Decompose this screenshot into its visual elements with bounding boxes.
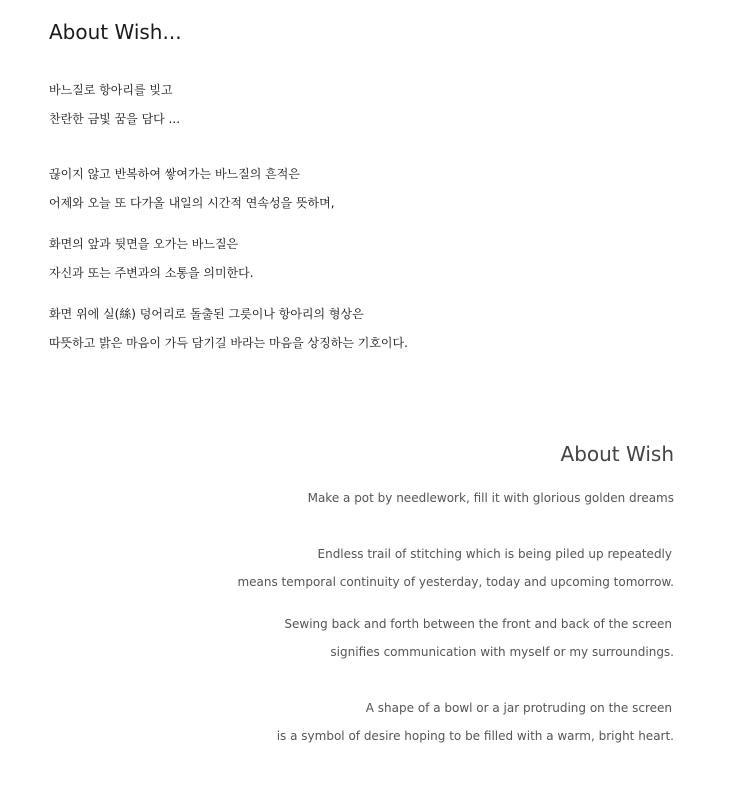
korean-line: 바느질로 항아리를 빚고 xyxy=(49,83,173,97)
english-line: is a symbol of desire hoping to be filled with a warm, bright heart. xyxy=(276,729,674,743)
korean-line: 따뜻하고 밝은 마음이 가득 담기길 바라는 마음을 상징하는 기호이다. xyxy=(49,336,408,350)
english-line: A shape of a bowl or a jar protruding on the screen xyxy=(365,701,672,715)
korean-line: 찬란한 금빛 꿈을 담다 ... xyxy=(49,112,181,126)
korean-line: 자신과 또는 주변과의 소통을 의미한다. xyxy=(49,266,254,280)
english-line: Sewing back and forth between the front and back of the screen xyxy=(284,617,672,631)
korean-line: 화면의 앞과 뒷면을 오가는 바느질은 xyxy=(49,237,239,251)
korean-line: 어제와 오늘 또 다가올 내일의 시간적 연속성을 뜻하며, xyxy=(49,196,335,210)
korean-line: 끊이지 않고 반복하여 쌓여가는 바느질의 흔적은 xyxy=(49,167,300,181)
korean-line: 화면 위에 실(絲) 덩어리로 돌출된 그릇이나 항아리의 형상은 xyxy=(49,307,364,321)
korean-title: About Wish... xyxy=(49,20,182,44)
english-title: About Wish xyxy=(560,442,674,466)
english-line: signifies communication with myself or my surroundings. xyxy=(330,645,674,659)
korean-section xyxy=(49,18,709,350)
english-line: means temporal continuity of yesterday, today and upcoming tomorrow. xyxy=(237,575,674,589)
english-line: Endless trail of stitching which is being piled up repeatedly xyxy=(317,547,672,561)
english-line: Make a pot by needlework, fill it with glorious golden dreams xyxy=(307,491,674,505)
